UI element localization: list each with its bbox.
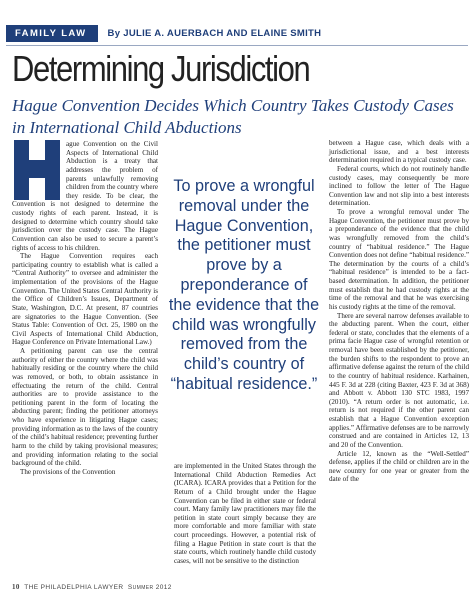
column-1	[12, 140, 158, 476]
dropcap-h	[11, 140, 63, 200]
column-3	[329, 139, 469, 484]
issue-date: Summer 2012	[127, 584, 172, 591]
page-footer	[12, 583, 172, 591]
paragraph: The provisions of the Convention	[20, 467, 116, 476]
paragraph: The Hague Convention requires each participating country to establish what is called a “Central Authority” to oversee and administer the implementation of the provisions of the Hague Convention. The United States Central Authority is the Office of Children’s Issues, Department of State, Washington, D.C. At present, 87 countries are signatories to the Hague Convention. (See Status Table: Convention of Oct. 25, 1980 on the Civil Aspects of International Child Abduction, Hague Conference on Private International Law.)	[12, 252, 158, 347]
article-subtitle: Hague Convention Decides Which Country Takes Custody Cases in International Child Abductions	[12, 96, 454, 137]
paragraph: A petitioning parent can use the central authority of either the country where the child was habitually residing or the country where the child was removed, or both, to obtain assistance in effectuating the return of the child. Central authorities are to provide assistance to the petitioning parent in the form of locating the abducting parent; finding the petitioner attorneys who have experience in litigating Hague cases; providing information as to the laws of the country of the child’s habitual residence; preventing further harm to the child by taking provisional measures; and providing information relating to the social background of the child.	[12, 347, 158, 468]
paragraph: between a Hague case, which deals with a jurisdictional issue, and a best interests determination required in a typical custody case.	[329, 139, 469, 165]
section-tag: FAMILY LAW	[6, 25, 98, 42]
publication-name: THE PHILADELPHIA LAWYER	[24, 584, 124, 591]
column-2	[174, 462, 316, 566]
article-title: Determining Jurisdiction	[12, 48, 310, 89]
byline: By JULIE A. AUERBACH AND ELAINE SMITH	[107, 27, 322, 39]
paragraph: Article 12, known as the “Well-Settled” defense, applies if the child or children are in the new country for one year or greater from the date of the	[329, 449, 469, 484]
paragraph: are implemented in the United States through the International Child Abduction Remedies Act (ICARA). ICARA provides that a Petition for the Return of a Child brought under the Hague Convention can be filed in either state or federal court. Many family law practitioners may file the petition in state court simply because they are more comfortable and more familiar with state court proceedings. However, a potential risk of filing a Hague Petition in state court is that the state courts, which routinely handle child custody cases, will not be sensitive to the distinction	[174, 462, 316, 565]
paragraph: Federal courts, which do not routinely handle custody cases, may consequently be more inclined to follow the letter of The Hague Convention law and not slip into a best interests determination.	[329, 164, 469, 208]
article-header	[6, 24, 321, 42]
paragraph: To prove a wrongful removal under The Hague Convention, the petitioner must prove by a preponderance of the evidence that the child was wrongfully removed from the child’s country of “habitual residence.” The Hague Convention does not define “habitual residence.” The determination by the courts of a child’s “habitual residence” is intended to be a fact-based determination. In addition, the petitioner must establish that he had custody rights at the time of the removal and that he was exercising his custody rights at the time of the removal.	[329, 208, 469, 311]
paragraph: ague Convention on the Civil Aspects of International Child Abduction is a treaty that addresses the problem of parents unlawfully removing children from the country where they reside. To be clear, the Convention is not designed to determine the custody rights of each parent. Instead, it is designed to determine which country should take jurisdiction over the custody case. The Hague Convention can also be used to secure a parent’s rights of access to his children.	[12, 140, 158, 252]
header-divider	[6, 45, 468, 46]
paragraph: There are several narrow defenses available to the abducting parent. When the court, either federal or state, concludes that the elements of a prima facie Hague case of wrongful retention or removal have been established by the petitioner, the burden shifts to the respondent to prove an affirmative defense against the return of the child to the country of habitual residence. Karhainen, 445 F. 3d at 228 (citing Baxter, 423 F. 3d at 368) and Abbott v. Abbott 130 STC 1983, 1997 (2010). “A return order is not automatic, i.e. return is not required if the other parent can establish that a Hague Convention exception applies.” Affirmative defenses are to be narrowly construed and are contained in Articles 12, 13 and 20 of the Convention.	[329, 311, 469, 449]
page-number: 10	[12, 583, 20, 591]
pull-quote: To prove a wrongful removal under the Hague Convention, the petitioner must prove by a preponderance of the evidence that the child was wrongfully removed from the child’s country of “habitual residence.”	[168, 177, 320, 393]
